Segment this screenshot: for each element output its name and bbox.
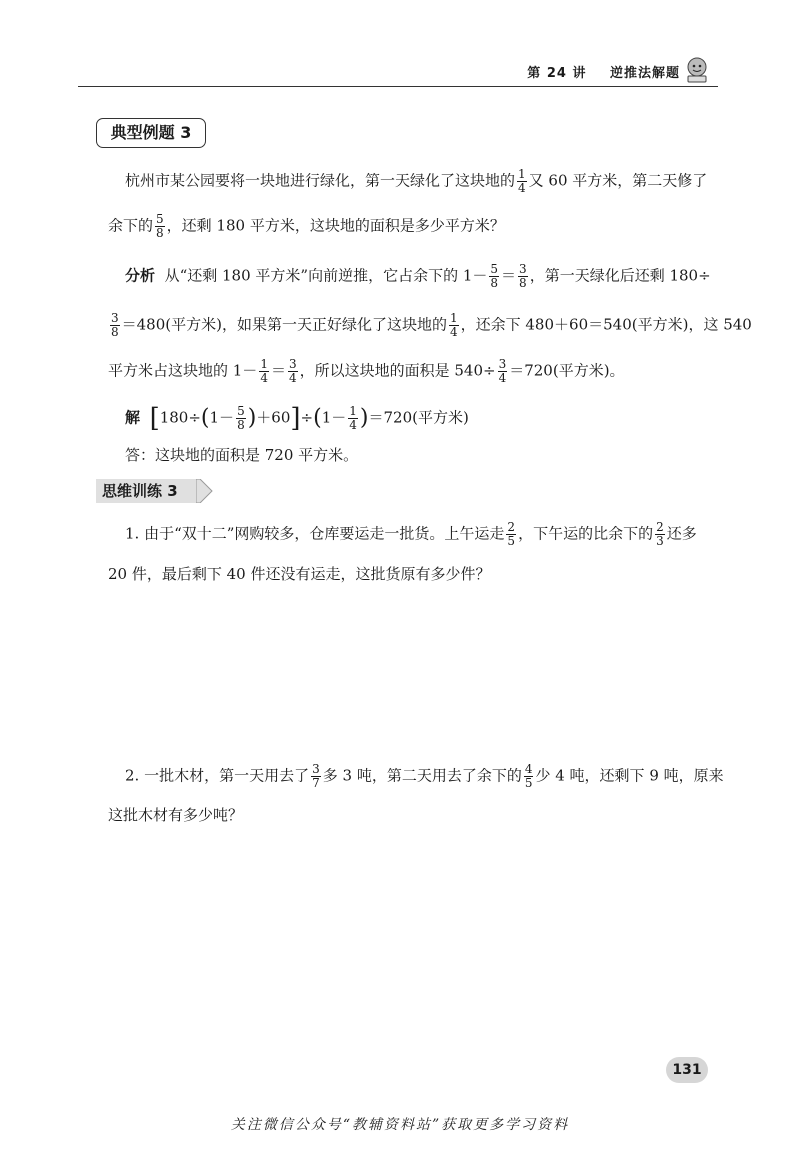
analysis-line-1: 分析 从“还剩 180 平方米”向前逆推，它占余下的 1－ $\frac{5}{8}$ ＝ $\frac{3}{8}$ ，第一天绿化后还剩 180÷ [125,262,711,290]
page-number: 131 [666,1057,708,1083]
footer-note: 关注微信公众号“教辅资料站”获取更多学习资料 [230,1117,570,1133]
analysis-line-2: $\frac{3}{8}$ ＝480(平方米)，如果第一天正好绿化了这块地的 $\frac{1}{4}$ ，还余下 480＋60＝540(平方米)，这 540 [111,311,752,339]
problem-line-1: 杭州市某公园要将一块地进行绿化，第一天绿化了这块地的 $\frac{1}{4}$ 又 60 平方米，第二天修了 [125,167,708,195]
question-1-line-1: 1. 由于“双十二”网购较多，仓库要运走一批货。上午运走 $\frac{2}{5}$ ，下午运的比余下的 $\frac{2}{3}$ 还多 [125,520,697,548]
question-2-line-1: 2. 一批木材，第一天用去了 $\frac{3}{7}$ 多 3 吨，第二天用去了余下的 $\frac{4}{5}$ 少 4 吨，还剩下 9 吨，原来 [125,762,724,790]
answer-line: 答：这块地的面积是 720 平方米。 [125,446,359,464]
fraction-three-quarters: $\frac{3}{4}$ [288,357,297,385]
fraction-three-eighths: $\frac{3}{8}$ [519,262,527,290]
mascot-icon [682,54,712,84]
fraction-three-sevenths: $\frac{3}{7}$ [312,762,320,790]
lecture-number: 第 24 讲 [527,66,587,81]
fraction-two-fifths: $\frac{2}{5}$ [507,520,516,548]
fraction-five-eighths: $\frac{5}{8}$ [156,212,164,240]
question-2-line-2: 这批木材有多少吨？ [108,806,244,824]
arrow-tag-icon [196,479,214,503]
example-label: 典型例题 3 [96,118,206,148]
page-header [509,62,680,81]
lecture-topic: 逆推法解题 [609,66,680,81]
analysis-line-3: 平方米占这块地的 1－ $\frac{1}{4}$ ＝ $\frac{3}{4}$ ，所以这块地的面积是 540÷ $\frac{3}{4}$ ＝720(平方米)。 [108,357,625,385]
solution-label: 解 [125,408,141,427]
solution-line: 解 [180÷(1－ $\frac{5}{8}$ )＋60]÷(1－ $\frac{1}{4}$ )＝720(平方米) [125,403,469,434]
fraction-one-quarter: $\frac{1}{4}$ [518,167,526,195]
analysis-label: 分析 [125,266,156,285]
fraction-four-fifths: $\frac{4}{5}$ [524,762,533,790]
fraction-two-thirds: $\frac{2}{3}$ [656,520,664,548]
header-rule [78,86,718,87]
question-1-line-2: 20 件，最后剩下 40 件还没有运走，这批货原有多少件？ [108,565,491,583]
problem-line-2: 余下的 $\frac{5}{8}$ ，还剩 180 平方米，这块地的面积是多少平方米？ [108,212,505,240]
